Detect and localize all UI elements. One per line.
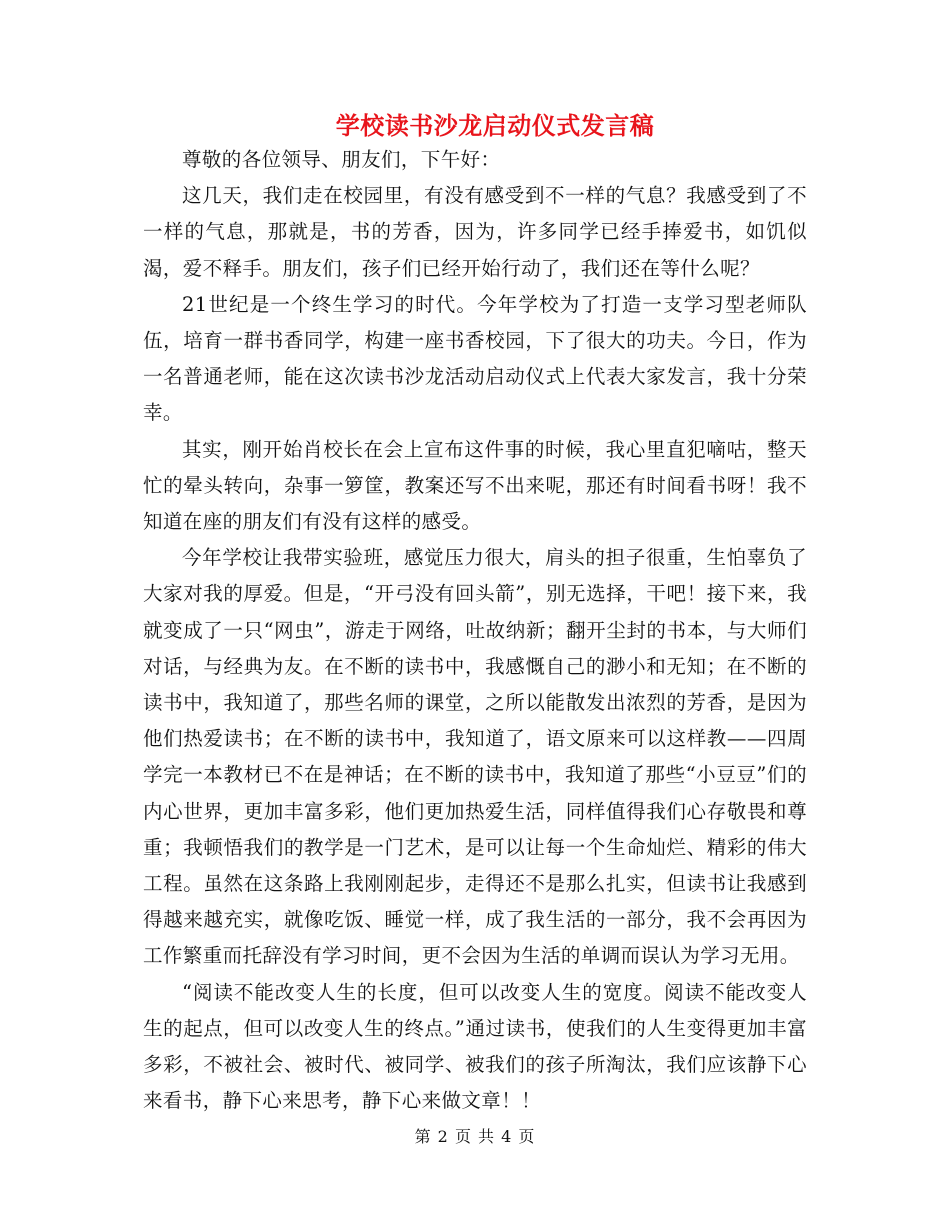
page-number-footer: 第 2 页 共 4 页 [414,1127,536,1146]
paragraph-3: 其实，刚开始肖校长在会上宣布这件事的时候，我心里直犯嘀咕，整天忙的晕头转向，杂事一箩筐，教案还写不出来呢，那还有时间看书呀！我不知道在座的朋友们有没有这样的感受。 [143,437,807,534]
paragraph-1: 这几天，我们走在校园里，有没有感受到不一样的气息？我感受到了不一样的气息，那就是，书的芳香，因为，许多同学已经手捧爱书，如饥似渴，爱不释手。朋友们，孩子们已经开始行动了，我们还在等什么呢？ [143,184,807,280]
paragraph-4: 今年学校让我带实验班，感觉压力很大，肩头的担子很重，生怕辜负了大家对我的厚爱。但是，“开弓没有回头箭”，别无选择，干吧！接下来，我就变成了一只“网虫”，游走于网络，吐故纳新；翻开尘封的书本，与大师们对话，与经典为友。在不断的读书中，我感慨自己的渺小和无知；在不断的读书中，我知道了，那些名师的课堂，之所以能散发出浓烈的芳香，是因为他们热爱读书；在不断的读书中，我知道了，语文原来可以这样教——四周学完一本教材已不在是神话；在不断的读书中，我知道了那些“小豆豆”们的内心世界，更加丰富多彩，他们更加热爱生活，同样值得我们心存敬畏和尊重；我顿悟我们的教学是一门艺术，是可以让每一个生命灿烂、精彩的伟大工程。虽然在这条路上我刚刚起步，走得还不是那么扎实，但读书让我感到得越来越充实，就像吃饭、睡觉一样，成了我生活的一部分，我不会再因为工作繁重而托辞没有学习时间，更不会因为生活的单调而误认为学习无用。 [143,546,807,968]
paragraph-5: “阅读不能改变人生的长度，但可以改变人生的宽度。阅读不能改变人生的起点，但可以改变人生的终点。”通过读书，使我们的人生变得更加丰富多彩，不被社会、被时代、被同学、被我们的孩子所淘汰，我们应该静下心来看书，静下心来思考，静下心来做文章！！ [143,980,807,1113]
paragraph-2: 21世纪是一个终生学习的时代。今年学校为了打造一支学习型老师队伍，培育一群书香同学，构建一座书香校园，下了很大的功夫。今日，作为一名普通老师，能在这次读书沙龙活动启动仪式上代表大家发言，我十分荣幸。 [143,292,807,425]
document-body [143,142,807,1119]
document-title: 学校读书沙龙启动仪式发言稿 [335,111,655,140]
paragraph-greeting: 尊敬的各位领导、朋友们，下午好： [182,148,501,171]
